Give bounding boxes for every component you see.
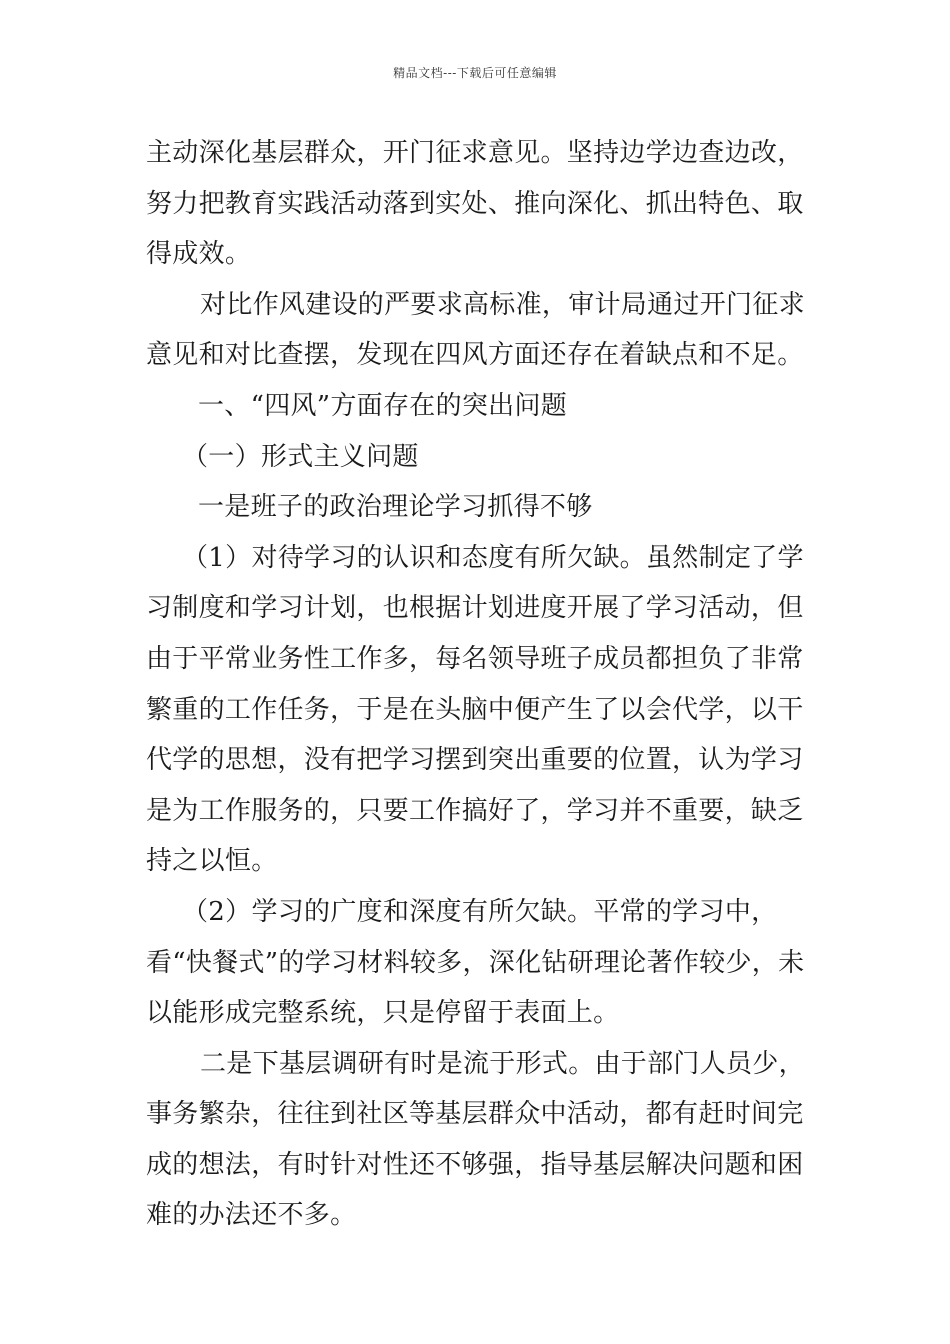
- paragraph-point-two: 二是下基层调研有时是流于形式。由于部门人员少，事务繁杂，往往到社区等基层群众中活动，都有赶时间完成的想法，有时针对性还不够强，指导基层解决问题和困难的办法还不多。: [146, 1048, 805, 1231]
- subsection-heading: （一）形式主义问题: [182, 441, 419, 472]
- document-body: [146, 128, 806, 1241]
- page-header: 精品文档---下载后可任意编辑: [393, 66, 557, 80]
- point-heading-one: 一是班子的政治理论学习抓得不够: [198, 492, 593, 523]
- section-heading: 一、“四风”方面存在的突出问题: [198, 390, 568, 421]
- paragraph-item-1: （1）对待学习的认识和态度有所欠缺。虽然制定了学习制度和学习计划，也根据计划进度开展了学习活动，但由于平常业务性工作多，每名领导班子成员都担负了非常繁重的工作任务，于是在头脑中便产生了以会代学，以干代学的思想，没有把学习摆到突出重要的位置，认为学习是为工作服务的，只要工作搞好了，学习并不重要，缺乏持之以恒。: [146, 542, 804, 877]
- paragraph-intro: 对比作风建设的严要求高标准，审计局通过开门征求意见和对比查摆，发现在四风方面还存在着缺点和不足。: [146, 289, 805, 371]
- paragraph-continuation: 主动深化基层群众，开门征求意见。坚持边学边查边改，努力把教育实践活动落到实处、推向深化、抓出特色、取得成效。: [146, 138, 804, 270]
- paragraph-item-2: （2）学习的广度和深度有所欠缺。平常的学习中，看“快餐式”的学习材料较多，深化钻研理论著作较少，未以能形成完整系统，只是停留于表面上。: [146, 896, 805, 1029]
